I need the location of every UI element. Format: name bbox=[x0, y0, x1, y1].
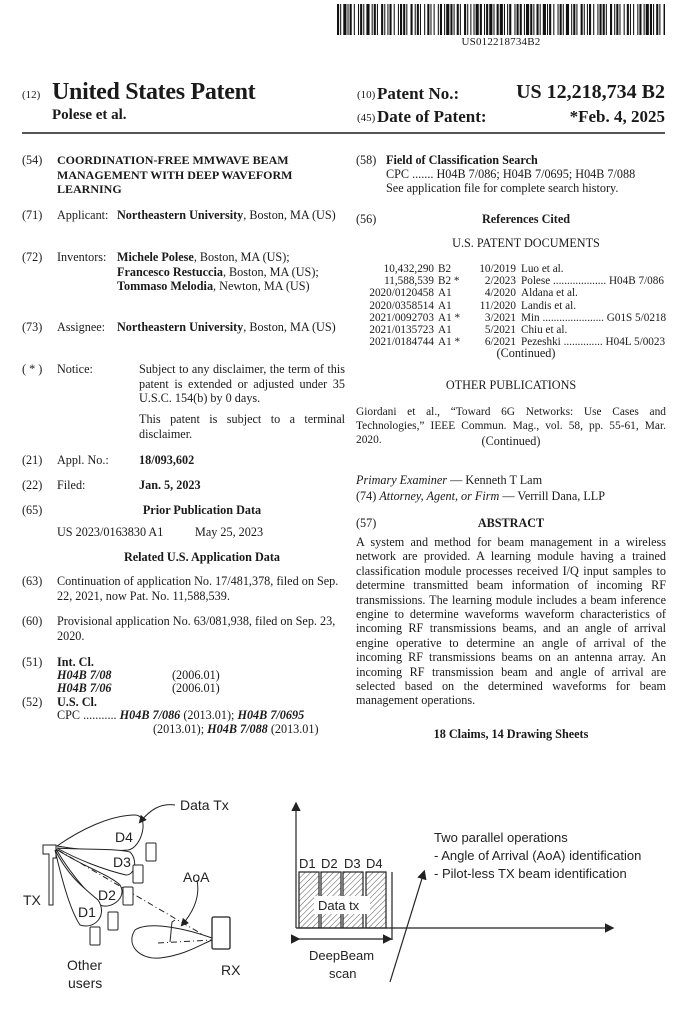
barcode-bar bbox=[619, 4, 620, 35]
inid-code: (54) bbox=[22, 153, 43, 167]
barcode-bar bbox=[337, 4, 339, 35]
cpc-version: (2013.01) bbox=[267, 722, 319, 736]
applicant-label: Applicant: bbox=[57, 208, 109, 222]
operations-heading: Two parallel operations bbox=[434, 830, 568, 845]
barcode-bar bbox=[543, 4, 546, 35]
inid-code: (56) bbox=[356, 212, 377, 226]
barcode-bar bbox=[589, 4, 591, 35]
reference-name: Pezeshki .............. H04L 5/0023 bbox=[521, 336, 666, 349]
application-number: 18/093,602 bbox=[139, 453, 195, 467]
user-device-icon bbox=[133, 865, 143, 883]
reference-date: 4/2020 bbox=[484, 287, 516, 300]
reference-number: 10,432,290 bbox=[383, 263, 434, 275]
int-cl-class: H04B 7/06 bbox=[57, 681, 112, 695]
reference-row bbox=[362, 275, 666, 287]
barcode-bar bbox=[571, 4, 572, 35]
applicant-name: Northeastern University bbox=[117, 208, 244, 222]
operation-item: - Pilot-less TX beam identification bbox=[434, 866, 627, 881]
barcode-bar bbox=[576, 4, 577, 35]
barcode-bar bbox=[394, 4, 395, 35]
reference-date: 11/2020 bbox=[479, 299, 516, 312]
rx-device-icon bbox=[212, 917, 230, 949]
barcode-bar bbox=[537, 4, 539, 35]
user-device-icon bbox=[90, 927, 100, 945]
operation-item: - Angle of Arrival (AoA) identification bbox=[434, 848, 642, 863]
barcode-bar bbox=[517, 4, 519, 35]
barcode-bar bbox=[424, 4, 425, 35]
inid-code: ( * ) bbox=[22, 362, 43, 376]
int-cl-version: (2006.01) bbox=[172, 668, 220, 682]
inid-code-10: (10) bbox=[357, 89, 376, 101]
examiner-label: Primary Examiner bbox=[356, 473, 448, 487]
prior-publication-number: US 2023/0163830 A1 bbox=[57, 525, 164, 539]
barcode-number: US012218734B2 bbox=[461, 36, 541, 48]
references-heading: References Cited bbox=[481, 212, 571, 226]
other-users-label: users bbox=[68, 975, 103, 991]
user-device-icon bbox=[108, 912, 118, 930]
barcode-bar bbox=[514, 4, 515, 35]
reference-row bbox=[362, 300, 666, 312]
barcode-bar bbox=[587, 4, 588, 35]
reference-number: 2021/0184744 bbox=[369, 336, 434, 349]
barcode-bar bbox=[343, 4, 346, 35]
reference-name: Polese ................... H04B 7/086 bbox=[521, 275, 664, 288]
barcode-bar bbox=[509, 4, 511, 35]
reference-name: Min ...................... G01S 5/0218 bbox=[521, 311, 667, 324]
int-cl-version: (2006.01) bbox=[172, 681, 220, 695]
barcode-bar bbox=[489, 4, 492, 35]
reference-row bbox=[362, 263, 666, 275]
barcode-bar bbox=[366, 4, 369, 35]
assignee-location: , Boston, MA (US) bbox=[243, 320, 336, 334]
barcode-bar bbox=[434, 4, 435, 35]
prior-publication-date: May 25, 2023 bbox=[195, 525, 264, 539]
barcode-bar bbox=[470, 4, 471, 35]
aoa-label: AoA bbox=[183, 869, 210, 885]
reference-number: 2021/0135723 bbox=[369, 324, 434, 337]
barcode-bar bbox=[524, 4, 525, 35]
inventor-name: Tommaso Melodia bbox=[117, 279, 214, 294]
barcode-bar bbox=[438, 4, 439, 35]
barcode-bar bbox=[427, 4, 429, 35]
barcode-bar bbox=[656, 4, 658, 35]
inventor-name: Michele Polese bbox=[117, 250, 194, 264]
barcode-bar bbox=[533, 4, 534, 35]
reference-number: 2020/0120458 bbox=[369, 287, 434, 300]
barcode-bar bbox=[420, 4, 421, 35]
timeline-slot-label: D3 bbox=[344, 856, 361, 871]
continuation-text: Continuation of application No. 17/481,378, filed on Sep. 22, 2021, now Pat. No. 11,588,539. bbox=[57, 574, 339, 603]
header-divider bbox=[22, 132, 665, 134]
barcode-bar bbox=[372, 4, 373, 35]
examiner-name: — Kenneth T Lam bbox=[447, 473, 543, 487]
barcode-bar bbox=[403, 4, 405, 35]
us-cl-cpc-line2 bbox=[153, 722, 353, 737]
aoa-arrow bbox=[182, 880, 198, 925]
barcode-bar bbox=[457, 4, 459, 35]
barcode-bar bbox=[363, 4, 364, 35]
barcode-bar bbox=[600, 4, 602, 35]
barcode-bar bbox=[526, 4, 529, 35]
beam-label-d1: D1 bbox=[78, 904, 96, 920]
references-continued[interactable]: (Continued) bbox=[496, 346, 556, 360]
inventor-location: , Newton, MA (US) bbox=[213, 279, 310, 294]
deepbeam-label: scan bbox=[329, 966, 357, 981]
rx-label: RX bbox=[221, 962, 241, 978]
reference-number: 11,588,539 bbox=[384, 275, 434, 288]
barcode-bar bbox=[486, 4, 488, 35]
barcode bbox=[337, 4, 665, 35]
reference-number: 2021/0092703 bbox=[369, 311, 434, 324]
barcode-bar bbox=[497, 4, 499, 35]
tx-label: TX bbox=[23, 892, 41, 908]
beam-label-d2: D2 bbox=[98, 887, 116, 903]
data-tx-block-label: Data tx bbox=[318, 898, 360, 913]
abstract-text: A system and method for beam management in a wireless network are provided. A learning module having a trained classification module processes received I/Q input samples to determine transmitted beam information of incoming RF transmissions. The learning module includes a beam inference engine to determine waveforms waveform characteristics of incoming RF transmissions beams, and an angle of arrival engine operative to determine an angle of arrival of the incoming RF transmissions beams on an antenna array. An incoming RF transmission beam and angle of arrival are selected based on the determined waveforms for beam management operations. bbox=[356, 535, 666, 708]
patent-number: US 12,218,734 B2 bbox=[516, 81, 665, 103]
operations-arrow bbox=[390, 872, 424, 982]
inventor-location: , Boston, MA (US); bbox=[193, 250, 290, 264]
application-number-label: Appl. No.: bbox=[57, 453, 109, 467]
barcode-bar bbox=[520, 4, 522, 35]
notice-text: Subject to any disclaimer, the term of this patent is extended or adjusted under 35 U.S.C. 154(b) by 0 days. bbox=[139, 362, 345, 406]
barcode-bar bbox=[644, 4, 645, 35]
reference-row bbox=[362, 287, 666, 299]
barcode-bar bbox=[606, 4, 607, 35]
cpc-version: (2013.01); bbox=[180, 708, 238, 722]
barcode-bar bbox=[553, 4, 554, 35]
barcode-bar bbox=[460, 4, 461, 35]
barcode-bar bbox=[406, 4, 407, 35]
attorney-label: Attorney, Agent, or Firm bbox=[379, 489, 500, 503]
cpc-class: H04B 7/086 bbox=[119, 708, 181, 722]
reference-kind: B2 bbox=[438, 263, 452, 275]
filed-date: Jan. 5, 2023 bbox=[139, 478, 201, 492]
beam-label-d3: D3 bbox=[113, 854, 131, 870]
reference-name: Landis et al. bbox=[521, 299, 576, 312]
barcode-bar bbox=[450, 4, 452, 35]
beam-label-d4: D4 bbox=[115, 829, 133, 845]
reference-date: 5/2021 bbox=[484, 324, 516, 337]
barcode-bar bbox=[360, 4, 362, 35]
barcode-bar bbox=[560, 4, 562, 35]
reference-kind: A1 bbox=[438, 287, 452, 300]
barcode-bar bbox=[390, 4, 392, 35]
reference-date: 10/2019 bbox=[479, 263, 516, 275]
inid-code: (22) bbox=[22, 478, 43, 492]
terminal-disclaimer-text: This patent is subject to a terminal disclaimer. bbox=[139, 412, 345, 441]
field-of-search-cpc: CPC ....... H04B 7/086; H04B 7/0695; H04B 7/088 bbox=[386, 167, 636, 181]
barcode-bar bbox=[616, 4, 618, 35]
barcode-bar bbox=[558, 4, 559, 35]
barcode-bar bbox=[381, 4, 383, 35]
us-cl-cpc-line1 bbox=[57, 708, 357, 723]
reference-kind: A1 * bbox=[438, 311, 461, 324]
barcode-bar bbox=[633, 4, 634, 35]
applicant-value bbox=[117, 208, 345, 223]
barcode-bar bbox=[350, 4, 352, 35]
inid-code: (74) bbox=[356, 489, 377, 503]
barcode-bar bbox=[610, 4, 612, 35]
reference-kind: A1 * bbox=[438, 336, 461, 349]
inventors-value bbox=[117, 250, 345, 294]
reference-number: 2020/0358514 bbox=[369, 299, 434, 312]
inventor-name: Francesco Restuccia bbox=[117, 264, 223, 279]
user-device-icon bbox=[123, 887, 133, 905]
barcode-bar bbox=[446, 4, 449, 35]
barcode-bar bbox=[430, 4, 431, 35]
barcode-bar bbox=[573, 4, 575, 35]
attorney-line bbox=[356, 489, 666, 504]
barcode-bar bbox=[614, 4, 615, 35]
barcode-bar bbox=[653, 4, 654, 35]
inid-code: (58) bbox=[356, 153, 377, 167]
assignee-value bbox=[117, 320, 345, 335]
barcode-bar bbox=[474, 4, 475, 35]
references-table bbox=[362, 263, 666, 348]
barcode-bar bbox=[530, 4, 532, 35]
barcode-bar bbox=[454, 4, 455, 35]
barcode-bar bbox=[547, 4, 548, 35]
inid-code: (57) bbox=[356, 516, 377, 530]
barcode-bar bbox=[627, 4, 629, 35]
int-cl-label: Int. Cl. bbox=[57, 655, 94, 669]
barcode-bar bbox=[540, 4, 541, 35]
barcode-bar bbox=[400, 4, 402, 35]
assignee-label: Assignee: bbox=[57, 320, 106, 334]
claims-summary: 18 Claims, 14 Drawing Sheets bbox=[433, 727, 589, 741]
int-cl-class: H04B 7/08 bbox=[57, 668, 112, 682]
barcode-bar bbox=[411, 4, 413, 35]
other-publication-citation: Giordani et al., “Toward 6G Networks: Use Cases and Technologies,” IEEE Commun. Mag., vol. 58, pp. 55-61, Mar. 2020. bbox=[356, 406, 666, 447]
barcode-bar bbox=[348, 4, 349, 35]
notice-label: Notice: bbox=[57, 362, 93, 376]
us-cl-label: U.S. Cl. bbox=[57, 695, 97, 709]
reference-row bbox=[362, 324, 666, 336]
timeline-slot-label: D4 bbox=[366, 856, 383, 871]
representative-drawing bbox=[0, 770, 683, 1024]
inid-code: (71) bbox=[22, 208, 43, 222]
inid-code: (21) bbox=[22, 453, 43, 467]
barcode-bar bbox=[549, 4, 551, 35]
prior-publication-heading: Prior Publication Data bbox=[142, 503, 262, 517]
barcode-bar bbox=[480, 4, 482, 35]
inid-code: (60) bbox=[22, 614, 43, 628]
filed-label: Filed: bbox=[57, 478, 86, 492]
barcode-bar bbox=[650, 4, 652, 35]
inid-code-12: (12) bbox=[22, 89, 41, 101]
other-users-label: Other bbox=[67, 957, 103, 973]
us-patent-documents-heading: U.S. PATENT DOCUMENTS bbox=[452, 236, 600, 250]
barcode-bar bbox=[467, 4, 468, 35]
invention-title: COORDINATION-FREE MMWAVE BEAM MANAGEMENT WITH DEEP WAVEFORM LEARNING bbox=[57, 153, 293, 196]
barcode-bar bbox=[584, 4, 585, 35]
first-inventor: Polese et al. bbox=[52, 107, 127, 123]
barcode-bar bbox=[500, 4, 503, 35]
barcode-bar bbox=[440, 4, 442, 35]
timeline-slot-label: D1 bbox=[299, 856, 316, 871]
user-device-icon bbox=[146, 843, 156, 861]
reference-date: 2/2023 bbox=[484, 275, 516, 288]
other-publications-continued[interactable]: (Continued) bbox=[481, 434, 541, 448]
cpc-prefix: CPC ........... bbox=[57, 708, 117, 722]
inid-code: (65) bbox=[22, 503, 43, 517]
barcode-bar bbox=[507, 4, 508, 35]
reference-row bbox=[362, 312, 666, 324]
barcode-bar bbox=[484, 4, 485, 35]
barcode-bar bbox=[563, 4, 564, 35]
reference-name: Luo et al. bbox=[521, 263, 564, 275]
barcode-bar bbox=[597, 4, 598, 35]
barcode-bar bbox=[659, 4, 660, 35]
reference-name: Chiu et al. bbox=[521, 324, 568, 337]
inid-code: (73) bbox=[22, 320, 43, 334]
barcode-bar bbox=[581, 4, 583, 35]
date-of-patent-label: Date of Patent: bbox=[377, 107, 487, 126]
reference-kind: A1 bbox=[438, 299, 452, 312]
barcode-bar bbox=[504, 4, 505, 35]
barcode-bar bbox=[624, 4, 625, 35]
barcode-bar bbox=[417, 4, 419, 35]
barcode-bar bbox=[444, 4, 445, 35]
barcode-bar bbox=[464, 4, 466, 35]
deepbeam-label: DeepBeam bbox=[309, 948, 375, 963]
barcode-bar bbox=[646, 4, 649, 35]
patent-number-label: Patent No.: bbox=[377, 84, 460, 103]
barcode-bar bbox=[476, 4, 479, 35]
examiner-line bbox=[356, 473, 666, 488]
inid-code-45: (45) bbox=[357, 112, 376, 124]
barcode-bar bbox=[593, 4, 594, 35]
provisional-text: Provisional application No. 63/081,938, filed on Sep. 23, 2020. bbox=[57, 614, 336, 643]
barcode-bar bbox=[637, 4, 638, 35]
other-publications-heading: OTHER PUBLICATIONS bbox=[445, 378, 577, 392]
barcode-bar bbox=[374, 4, 376, 35]
timeline-slot-label: D2 bbox=[321, 856, 338, 871]
related-application-heading: Related U.S. Application Data bbox=[123, 550, 281, 564]
barcode-bar bbox=[630, 4, 631, 35]
cpc-class: H04B 7/0695 bbox=[237, 708, 305, 722]
barcode-bar bbox=[340, 4, 341, 35]
inid-code: (72) bbox=[22, 250, 43, 264]
barcode-bar bbox=[384, 4, 385, 35]
inid-code: (63) bbox=[22, 574, 43, 588]
barcode-bar bbox=[377, 4, 378, 35]
reference-kind: A1 bbox=[438, 324, 452, 337]
reference-date: 3/2021 bbox=[484, 311, 516, 324]
applicant-location: , Boston, MA (US) bbox=[243, 208, 336, 222]
tx-antenna-icon bbox=[43, 845, 56, 905]
reference-date: 6/2021 bbox=[484, 336, 516, 349]
reference-kind: B2 * bbox=[438, 275, 460, 288]
patent-type-title: United States Patent bbox=[52, 79, 256, 105]
attorney-name: — Verrill Dana, LLP bbox=[499, 489, 606, 503]
inventors-label: Inventors: bbox=[57, 250, 107, 264]
date-of-patent: *Feb. 4, 2025 bbox=[569, 107, 665, 126]
inid-code: (51) bbox=[22, 655, 43, 669]
barcode-bar bbox=[603, 4, 605, 35]
barcode-bar bbox=[639, 4, 641, 35]
barcode-bar bbox=[415, 4, 416, 35]
field-of-search-note: See application file for complete search history. bbox=[386, 181, 619, 195]
barcode-bar bbox=[358, 4, 359, 35]
barcode-bar bbox=[387, 4, 388, 35]
data-tx-label: Data Tx bbox=[180, 797, 229, 813]
field-of-search-heading: Field of Classification Search bbox=[386, 153, 538, 167]
timeline-labels bbox=[299, 830, 641, 981]
cpc-version: (2013.01); bbox=[153, 722, 208, 736]
barcode-bar bbox=[664, 4, 665, 35]
cpc-class: H04B 7/088 bbox=[207, 722, 268, 736]
barcode-bar bbox=[398, 4, 399, 35]
reference-name: Aldana et al. bbox=[521, 287, 578, 300]
data-tx-arrow bbox=[140, 805, 175, 822]
barcode-bar bbox=[354, 4, 355, 35]
barcode-bar bbox=[493, 4, 494, 35]
assignee-name: Northeastern University bbox=[117, 320, 244, 334]
abstract-heading: ABSTRACT bbox=[477, 516, 545, 530]
inid-code: (52) bbox=[22, 695, 43, 709]
barcode-bar bbox=[566, 4, 569, 35]
inventor-location: , Boston, MA (US); bbox=[222, 264, 319, 279]
